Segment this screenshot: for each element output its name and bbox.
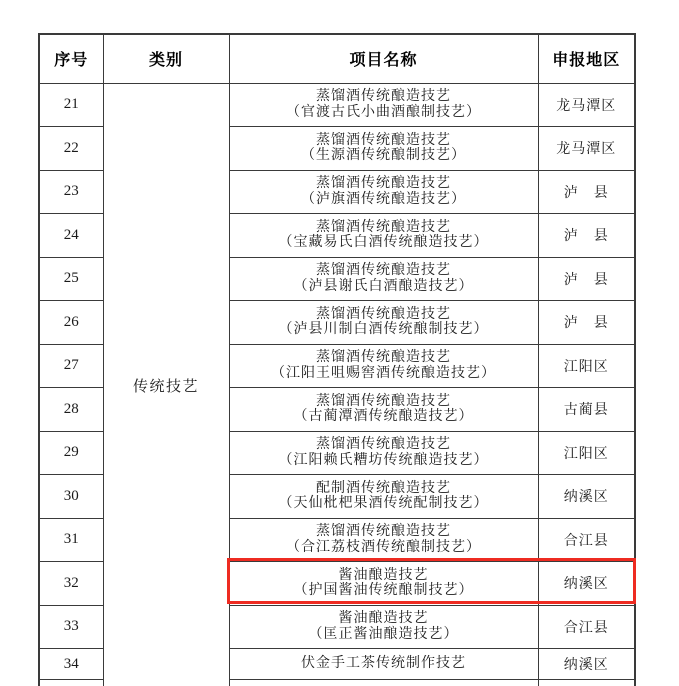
project-name: 酱油酿造技艺 （护国酱油传统酿制技艺） bbox=[229, 562, 538, 606]
row-region: 合江县 bbox=[538, 518, 635, 562]
row-region: 合江县 bbox=[538, 605, 635, 649]
row-region: 江阳区 bbox=[538, 344, 635, 388]
row-region: 江阳区 bbox=[538, 431, 635, 475]
project-name: 蒸馏酒传统酿造技艺 （宝藏易氏白酒传统酿造技艺） bbox=[229, 214, 538, 258]
row-number: 27 bbox=[39, 344, 103, 388]
project-name: 蒸馏酒传统酿造技艺 （生源酒传统酿制技艺） bbox=[229, 127, 538, 171]
row-region bbox=[538, 680, 635, 686]
header-name: 项目名称 bbox=[229, 34, 538, 83]
project-name: 伏金手工茶传统制作技艺 bbox=[229, 649, 538, 680]
row-region: 泸 县 bbox=[538, 257, 635, 301]
row-number: 21 bbox=[39, 83, 103, 127]
row-region: 龙马潭区 bbox=[538, 83, 635, 127]
row-region: 古蔺县 bbox=[538, 388, 635, 432]
row-number: 33 bbox=[39, 605, 103, 649]
header-category: 类别 bbox=[103, 34, 229, 83]
project-name: 蒸馏酒传统酿造技艺 （官渡古氏小曲酒酿制技艺） bbox=[229, 83, 538, 127]
project-name: 蒸馏酒传统酿造技艺 （泸县川制白酒传统酿制技艺） bbox=[229, 301, 538, 345]
project-name: 蒸馏酒传统酿造技艺 （古蔺潭酒传统酿造技艺） bbox=[229, 388, 538, 432]
project-name: 蒸馏酒传统酿造技艺 （合江荔枝酒传统酿制技艺） bbox=[229, 518, 538, 562]
project-name: 蒸馏酒传统酿造技艺 （江阳王咀赐窖酒传统酿造技艺） bbox=[229, 344, 538, 388]
row-region: 龙马潭区 bbox=[538, 127, 635, 171]
row-region: 泸 县 bbox=[538, 170, 635, 214]
row-number: 26 bbox=[39, 301, 103, 345]
table-header-row bbox=[39, 34, 635, 83]
header-no: 序号 bbox=[39, 34, 103, 83]
row-region: 泸 县 bbox=[538, 301, 635, 345]
row-number: 24 bbox=[39, 214, 103, 258]
row-number: 32 bbox=[39, 562, 103, 606]
row-region: 纳溪区 bbox=[538, 475, 635, 519]
row-number: 34 bbox=[39, 649, 103, 680]
project-name: 蒸馏酒传统酿造技艺 （江阳赖氏糟坊传统酿造技艺） bbox=[229, 431, 538, 475]
row-region: 泸 县 bbox=[538, 214, 635, 258]
table-row bbox=[39, 83, 635, 127]
project-name: 蒸馏酒传统酿造技艺 （泸旗酒传统酿造技艺） bbox=[229, 170, 538, 214]
row-region: 纳溪区 bbox=[538, 562, 635, 606]
project-name: 配制酒传统酿造技艺 （天仙枇杷果酒传统配制技艺） bbox=[229, 475, 538, 519]
row-number: 28 bbox=[39, 388, 103, 432]
row-number: 23 bbox=[39, 170, 103, 214]
row-region: 纳溪区 bbox=[538, 649, 635, 680]
header-region: 申报地区 bbox=[538, 34, 635, 83]
row-number: 29 bbox=[39, 431, 103, 475]
project-name: 蒸馏酒传统酿造技艺 （泸县谢氏白酒酿造技艺） bbox=[229, 257, 538, 301]
row-number: 22 bbox=[39, 127, 103, 171]
row-number: 31 bbox=[39, 518, 103, 562]
project-name: 酱油酿造技艺 （匡正酱油酿造技艺） bbox=[229, 605, 538, 649]
row-number bbox=[39, 680, 103, 686]
category-merged-cell: 传统技艺 bbox=[103, 83, 229, 686]
row-number: 30 bbox=[39, 475, 103, 519]
heritage-projects-table bbox=[38, 33, 636, 686]
row-number: 25 bbox=[39, 257, 103, 301]
project-name bbox=[229, 680, 538, 686]
